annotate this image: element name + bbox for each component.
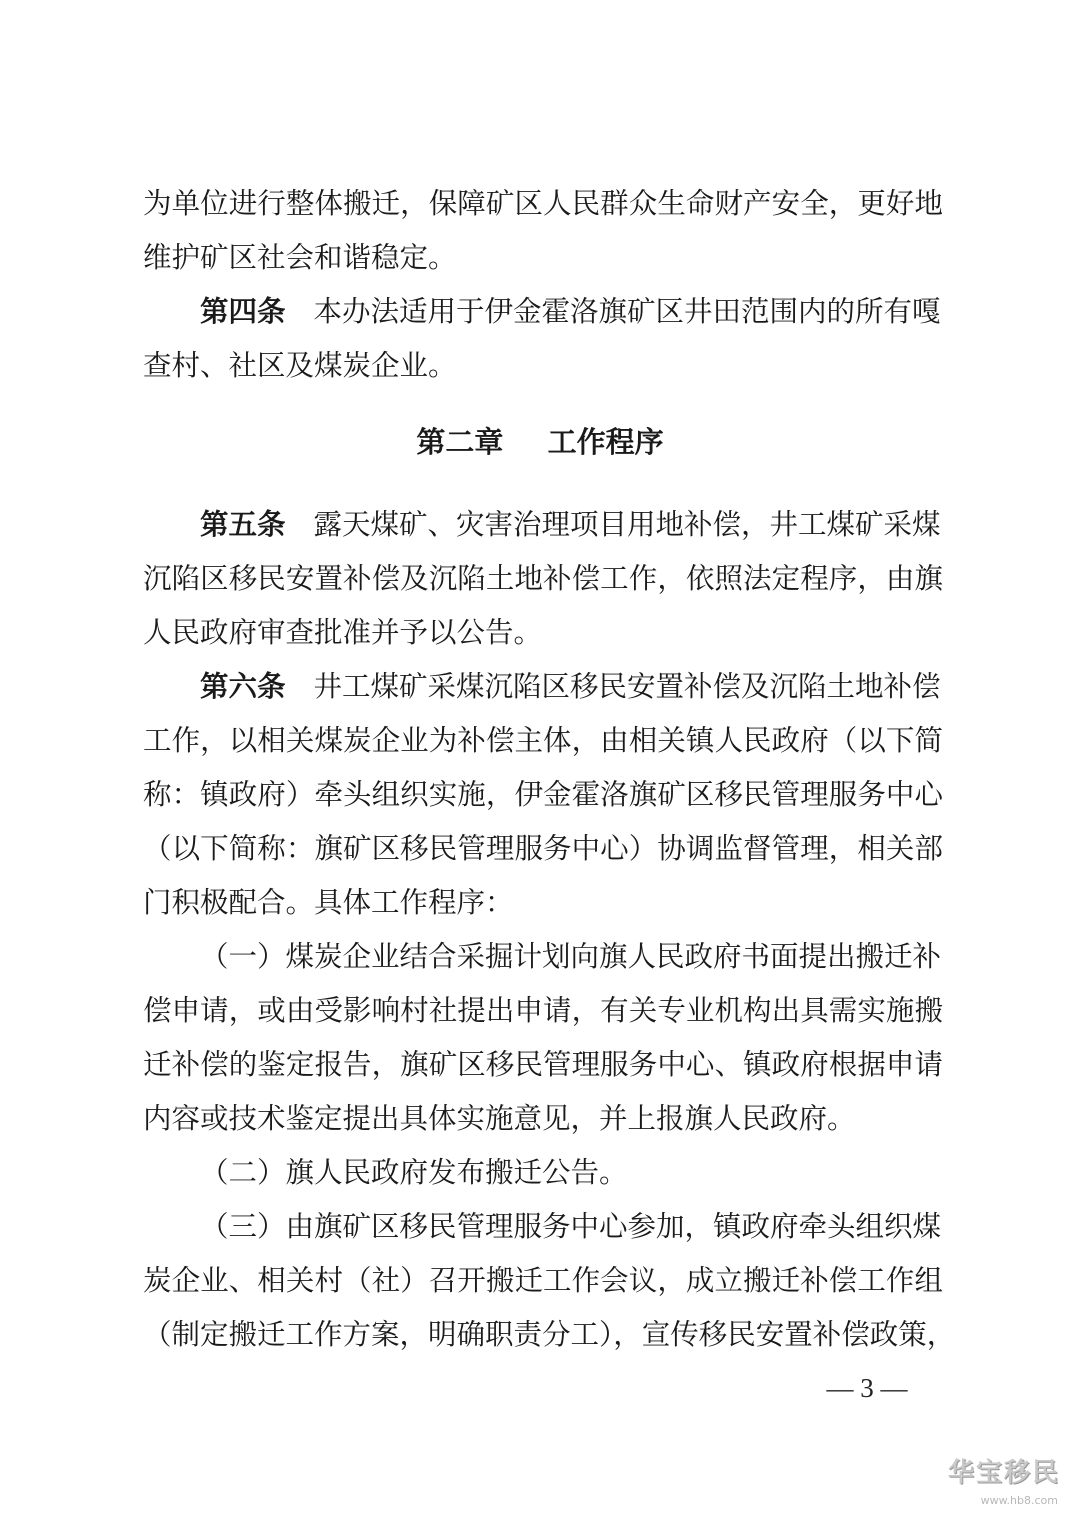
article-label: 第四条 — [200, 295, 286, 328]
paragraph-line: （以下简称：旗矿区移民管理服务中心）协调监督管理，相关部 — [143, 832, 943, 865]
watermark-url: www.hb8.com — [980, 1494, 1058, 1507]
article-5-line — [200, 505, 940, 545]
paragraph-line: 维护矿区社会和谐稳定。 — [143, 241, 457, 274]
paragraph-line: 迁补偿的鉴定报告，旗矿区移民管理服务中心、镇政府根据申请 — [143, 1048, 943, 1081]
paragraph-line: 炭企业、相关村（社）召开搬迁工作会议，成立搬迁补偿工作组 — [143, 1264, 943, 1297]
chapter-title: 工作程序 — [547, 425, 664, 459]
paragraph-line: （二）旗人民政府发布搬迁公告。 — [200, 1156, 628, 1189]
paragraph-line: 称：镇政府）牵头组织实施，伊金霍洛旗矿区移民管理服务中心 — [143, 778, 943, 811]
chapter-heading — [0, 422, 1080, 462]
paragraph-line: 偿申请，或由受影响村社提出申请，有关专业机构出具需实施搬 — [143, 994, 943, 1027]
article-label: 第五条 — [200, 508, 286, 541]
paragraph-line: 人民政府审查批准并予以公告。 — [143, 616, 543, 649]
paragraph-line: 沉陷区移民安置补偿及沉陷土地补偿工作，依照法定程序，由旗 — [143, 562, 943, 595]
article-4-line — [200, 292, 940, 332]
paragraph-line: 查村、社区及煤炭企业。 — [143, 349, 457, 382]
paragraph-line: 内容或技术鉴定提出具体实施意见，并上报旗人民政府。 — [143, 1102, 856, 1135]
chapter-number: 第二章 — [416, 425, 504, 459]
paragraph-line: （三）由旗矿区移民管理服务中心参加，镇政府牵头组织煤 — [200, 1210, 942, 1243]
page-number: — 3 — — [826, 1373, 908, 1403]
paragraph-line: 工作，以相关煤炭企业为补偿主体，由相关镇人民政府（以下简 — [143, 724, 943, 757]
watermark-logo: 华宝移民 — [947, 1458, 1060, 1488]
paragraph-line: （制定搬迁工作方案，明确职责分工），宣传移民安置补偿政策， — [143, 1318, 956, 1351]
article-label: 第六条 — [200, 670, 286, 703]
paragraph-line: 为单位进行整体搬迁，保障矿区人民群众生命财产安全，更好地 — [143, 187, 943, 220]
paragraph-line: （一）煤炭企业结合采掘计划向旗人民政府书面提出搬迁补 — [200, 940, 942, 973]
article-6-line — [200, 667, 940, 707]
article-text: 井工煤矿采煤沉陷区移民安置补偿及沉陷土地补偿 — [313, 670, 941, 703]
article-text: 露天煤矿、灾害治理项目用地补偿，井工煤矿采煤 — [313, 508, 941, 541]
paragraph-line: 门积极配合。具体工作程序： — [143, 886, 514, 919]
article-text: 本办法适用于伊金霍洛旗矿区井田范围内的所有嘎 — [313, 295, 941, 328]
